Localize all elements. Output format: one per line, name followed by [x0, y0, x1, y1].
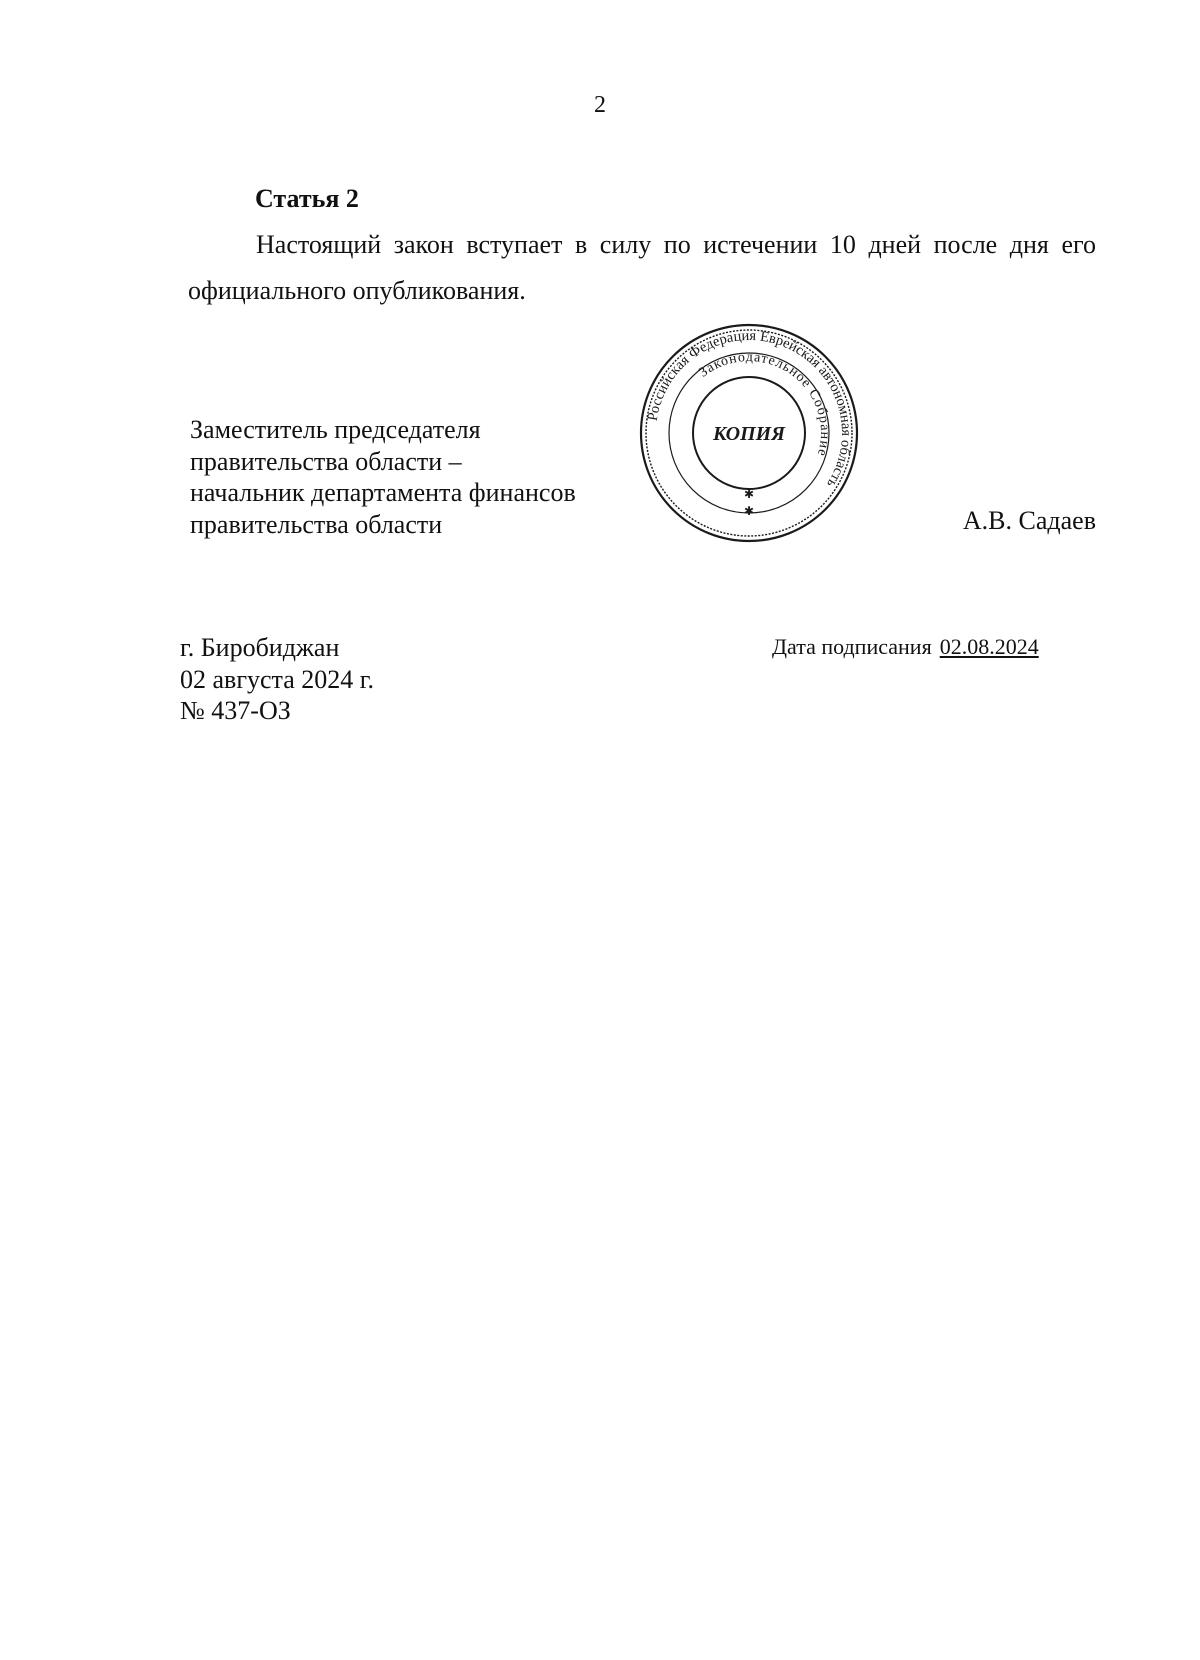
seal-star-icon: ✱ — [743, 504, 755, 518]
law-number: № 437-ОЗ — [180, 696, 291, 725]
signing-date-value: 02.08.2024 — [939, 634, 1039, 659]
seal-center-text: КОПИЯ — [713, 423, 785, 445]
article-text-line-2: официального опубликования. — [188, 276, 526, 305]
position-line: правительства области — [190, 509, 443, 539]
city: г. Биробиджан — [180, 633, 340, 662]
seal-outer-text: Российская Федерация Еврейская автономная область — [644, 327, 855, 491]
page-number: 2 — [594, 92, 606, 118]
seal-inner-text: Законодательное Собрание — [696, 349, 833, 459]
article-title: Статья 2 — [255, 184, 359, 213]
position-line: Заместитель председателя — [190, 415, 481, 444]
seal-star-icon: ✱ — [743, 487, 755, 501]
signatory-name: А.В. Садаев — [962, 506, 1096, 535]
article-text-line-1: Настоящий закон вступает в силу по истечении 10 дней после дня его — [256, 230, 1096, 259]
official-seal — [638, 322, 860, 544]
position-line: начальник департамента финансов — [190, 478, 576, 507]
signing-date — [772, 634, 1039, 660]
signatory-position — [190, 414, 576, 540]
signing-date-label: Дата подписания — [772, 634, 932, 659]
place-date-block — [180, 632, 374, 727]
article-paragraph — [188, 222, 1096, 314]
position-line: правительства области – — [190, 446, 462, 476]
law-date: 02 августа 2024 г. — [180, 664, 374, 694]
